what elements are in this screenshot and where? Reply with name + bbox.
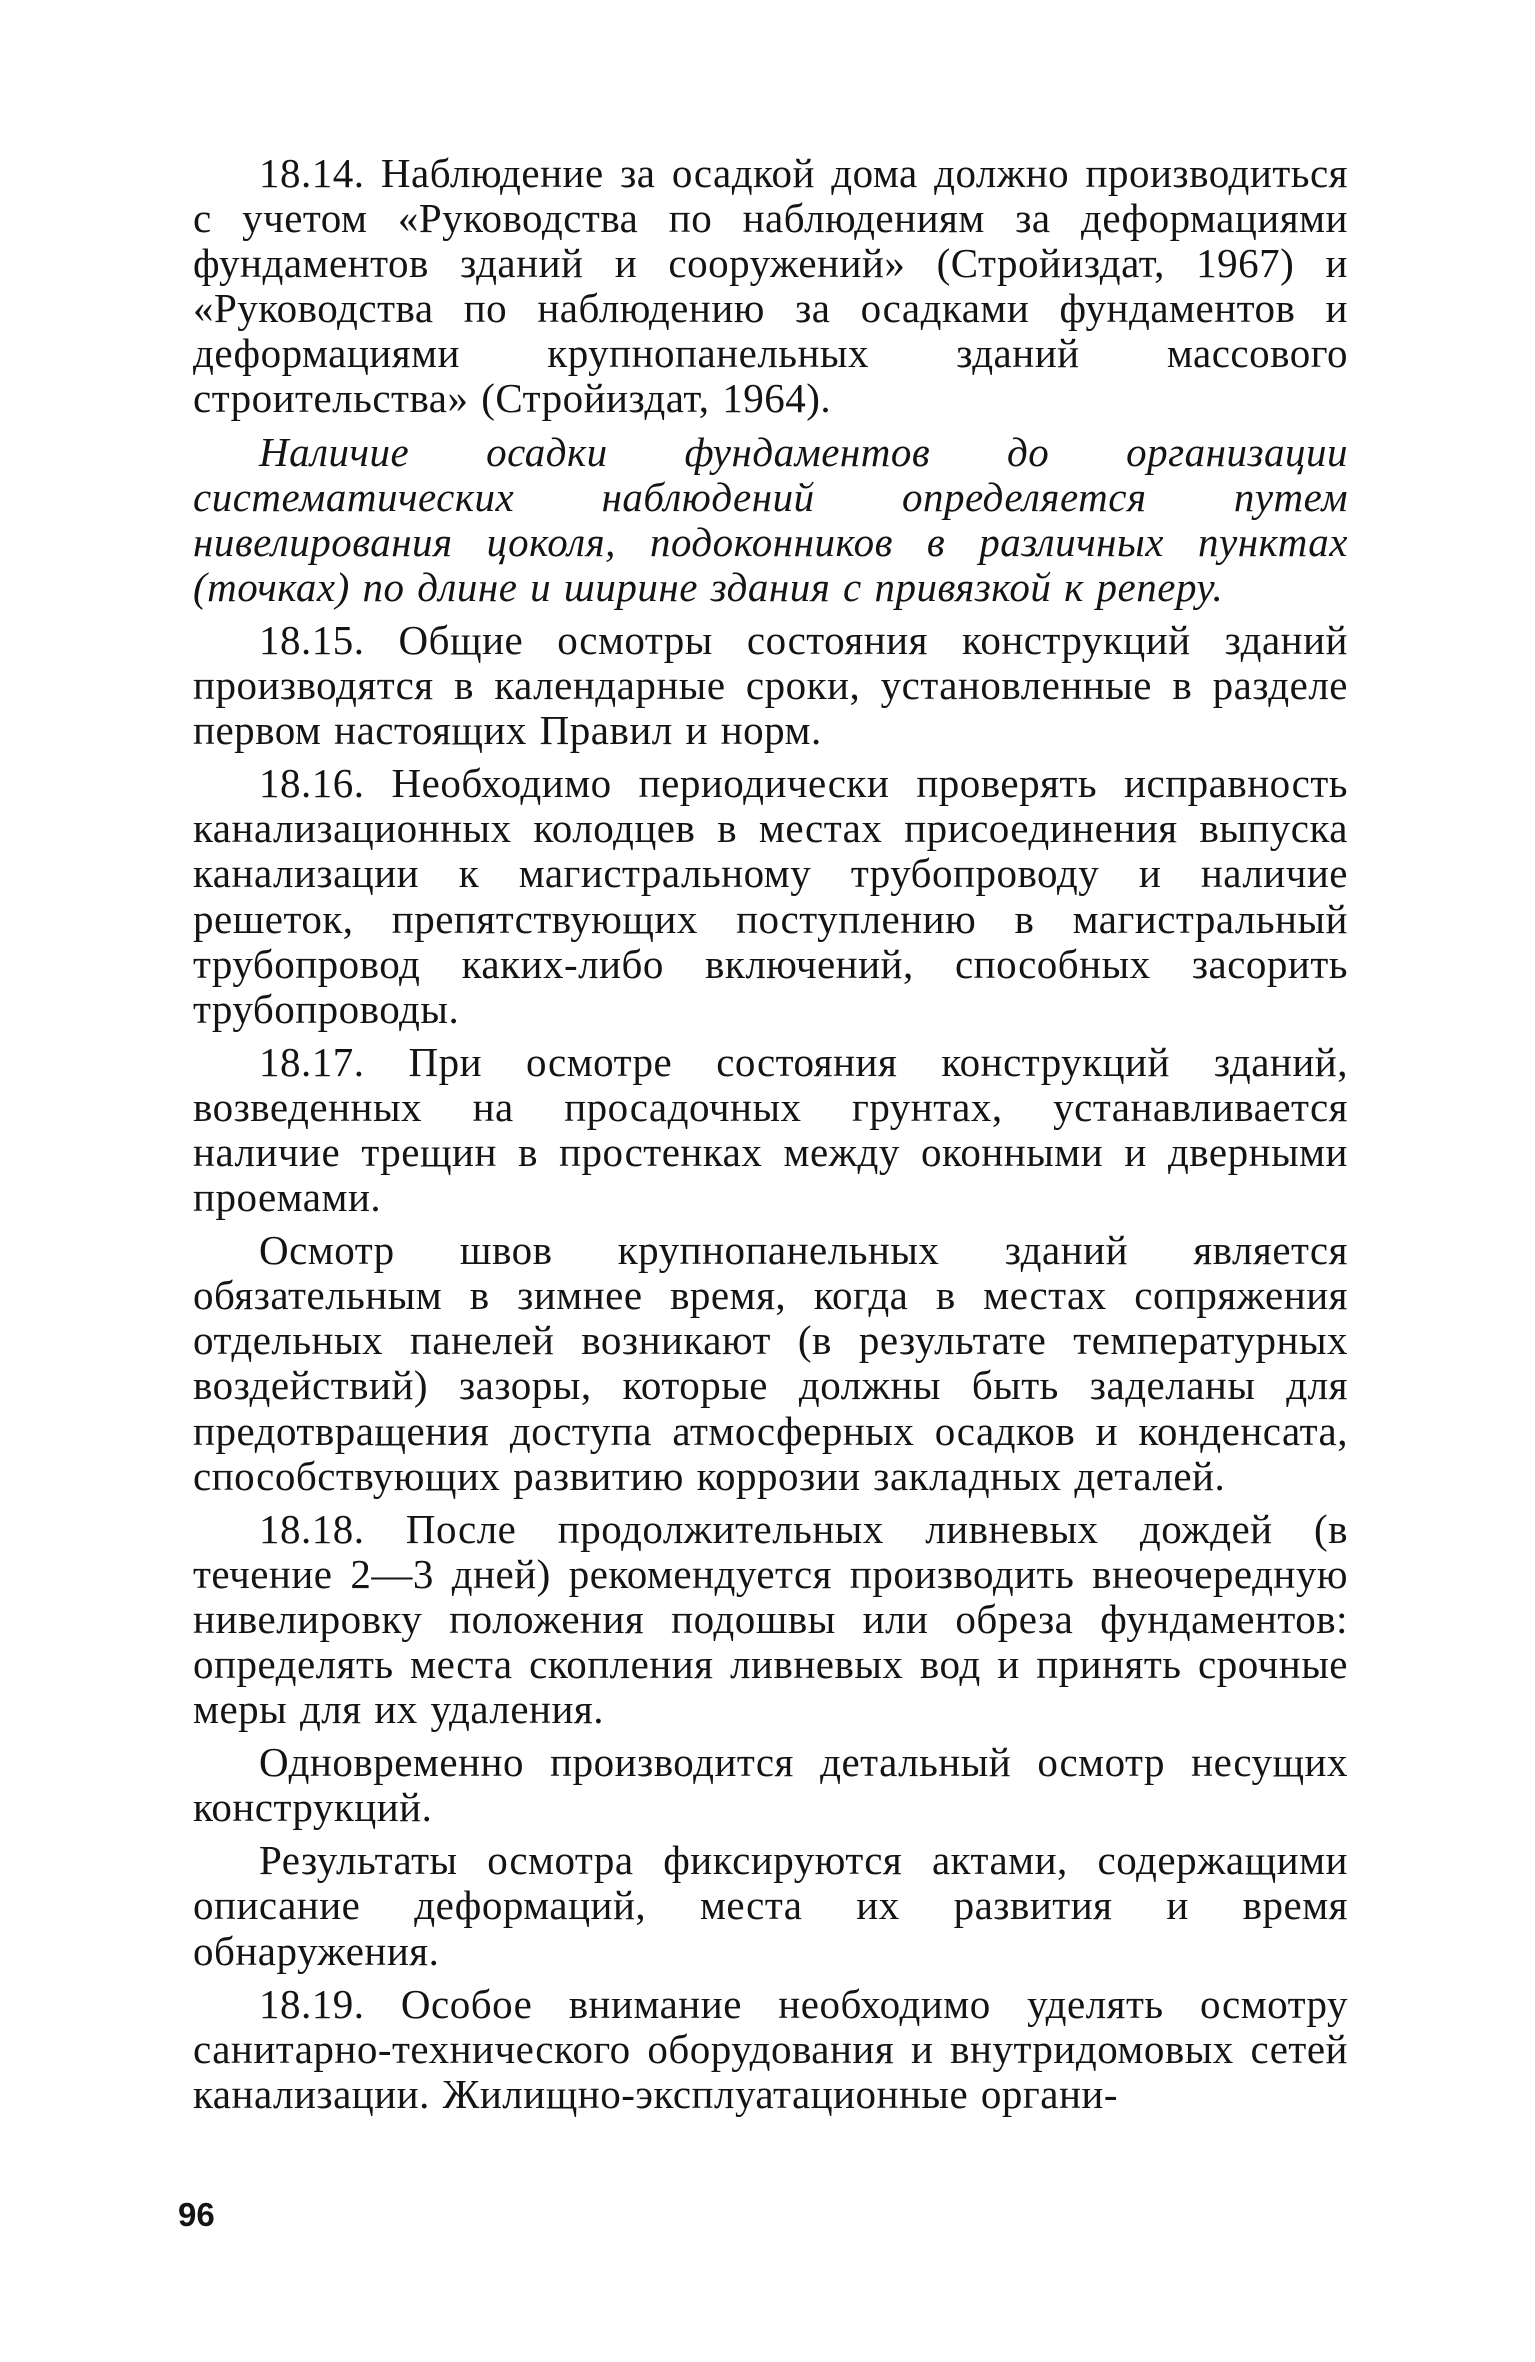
paragraph-18-16: 18.16. Необходимо периодически проверять исправность канализационных колодцев в местах присоединения выпуска канализации к магистральному трубопроводу и наличие решеток, препятствующих поступлению в магистральный трубопровод каких-либо включений, способных засорить трубопроводы. [193, 760, 1348, 1032]
paragraph-load-bearing-inspection: Одновременно производится детальный осмотр несущих конструкций. [193, 1739, 1348, 1831]
paragraph-18-14: 18.14. Наблюдение за осадкой дома должно производиться с учетом «Руководства по наблюдениям за деформациями фундаментов зданий и сооружений» (Стройиздат, 1967) и «Руководства по наблюдению за осадками фундаментов и деформациями крупнопанельных зданий массового строительства» (Стройиздат, 1964). [193, 150, 1348, 422]
paragraph-settlement-note: Наличие осадки фундаментов до организации систематических наблюдений определяется путем нивелирования цоколя, подоконников в различных пунктах (точках) по длине и ширине здания с привязкой к реперу. [193, 428, 1348, 610]
paragraph-18-17: 18.17. При осмотре состояния конструкций зданий, возведенных на просадочных грунтах, устанавливается наличие трещин в простенках между оконными и дверными проемами. [193, 1038, 1348, 1221]
body-text [193, 151, 1348, 2117]
paragraph-inspection-results: Результаты осмотра фиксируются актами, содержащими описание деформаций, места их развития и время обнаружения. [193, 1837, 1348, 1974]
paragraph-18-18: 18.18. После продолжительных ливневых дождей (в течение 2—3 дней) рекомендуется производить внеочередную нивелировку положения подошвы или обреза фундаментов: определять места скопления ливневых вод и принять срочные меры для их удаления. [193, 1505, 1348, 1733]
page-number: 96 [178, 2196, 215, 2233]
paragraph-18-15: 18.15. Общие осмотры состояния конструкций зданий производятся в календарные сроки, установленные в разделе первом настоящих Правил и норм. [193, 616, 1348, 754]
paragraph-18-19: 18.19. Особое внимание необходимо уделять осмотру санитарно-технического оборудования и внутридомовых сетей канализации. Жилищно-эксплуатационные органи- [193, 1980, 1348, 2117]
paragraph-seams-inspection: Осмотр швов крупнопанельных зданий является обязательным в зимнее время, когда в местах сопряжения отдельных панелей возникают (в результате температурных воздействий) зазоры, которые должны быть заделаны для предотвращения доступа атмосферных осадков и конденсата, способствующих развитию коррозии закладных деталей. [193, 1227, 1348, 1499]
